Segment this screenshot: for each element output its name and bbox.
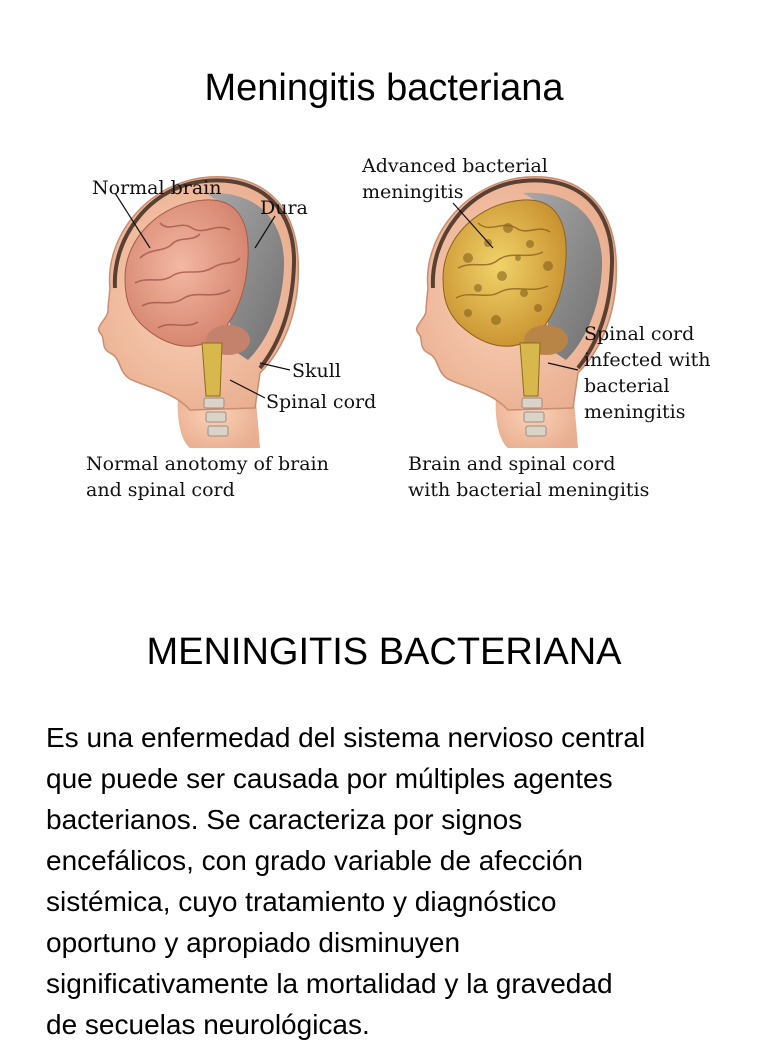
label-advanced-line1: Advanced bacterial (362, 155, 548, 177)
label-spinal-cord: Spinal cord (266, 391, 377, 413)
label-infected-line3: bacterial (584, 375, 670, 397)
left-caption-line1: Normal anotomy of brain (86, 453, 329, 475)
label-advanced-line2: meningitis (362, 181, 464, 203)
right-caption-line2: with bacterial meningitis (408, 479, 650, 501)
label-normal-brain: Normal brain (92, 177, 222, 199)
body-paragraph: Es una enfermedad del sistema nervioso central que puede ser causada por múltiples agentes bacterianos. Se caracteriza por signos encefálicos, con grado variable de afección sistémica, cuyo tratamiento y diagnóstico oportuno y apropiado disminuyen significativamente la mortalidad y la gravedad de secuelas neurológicas. (46, 722, 646, 1040)
label-infected-line1: Spinal cord (584, 323, 695, 345)
left-caption-line2: and spinal cord (86, 479, 235, 501)
slide-title: Meningitis bacteriana (204, 67, 564, 109)
right-caption-line1: Brain and spinal cord (408, 453, 616, 475)
section-title: MENINGITIS BACTERIANA (146, 631, 622, 673)
meningitis-illustration (80, 148, 730, 508)
label-skull: Skull (292, 360, 341, 382)
label-infected-line4: meningitis (584, 401, 686, 423)
label-infected-line2: infected with (584, 349, 711, 371)
label-dura: Dura (260, 197, 308, 219)
